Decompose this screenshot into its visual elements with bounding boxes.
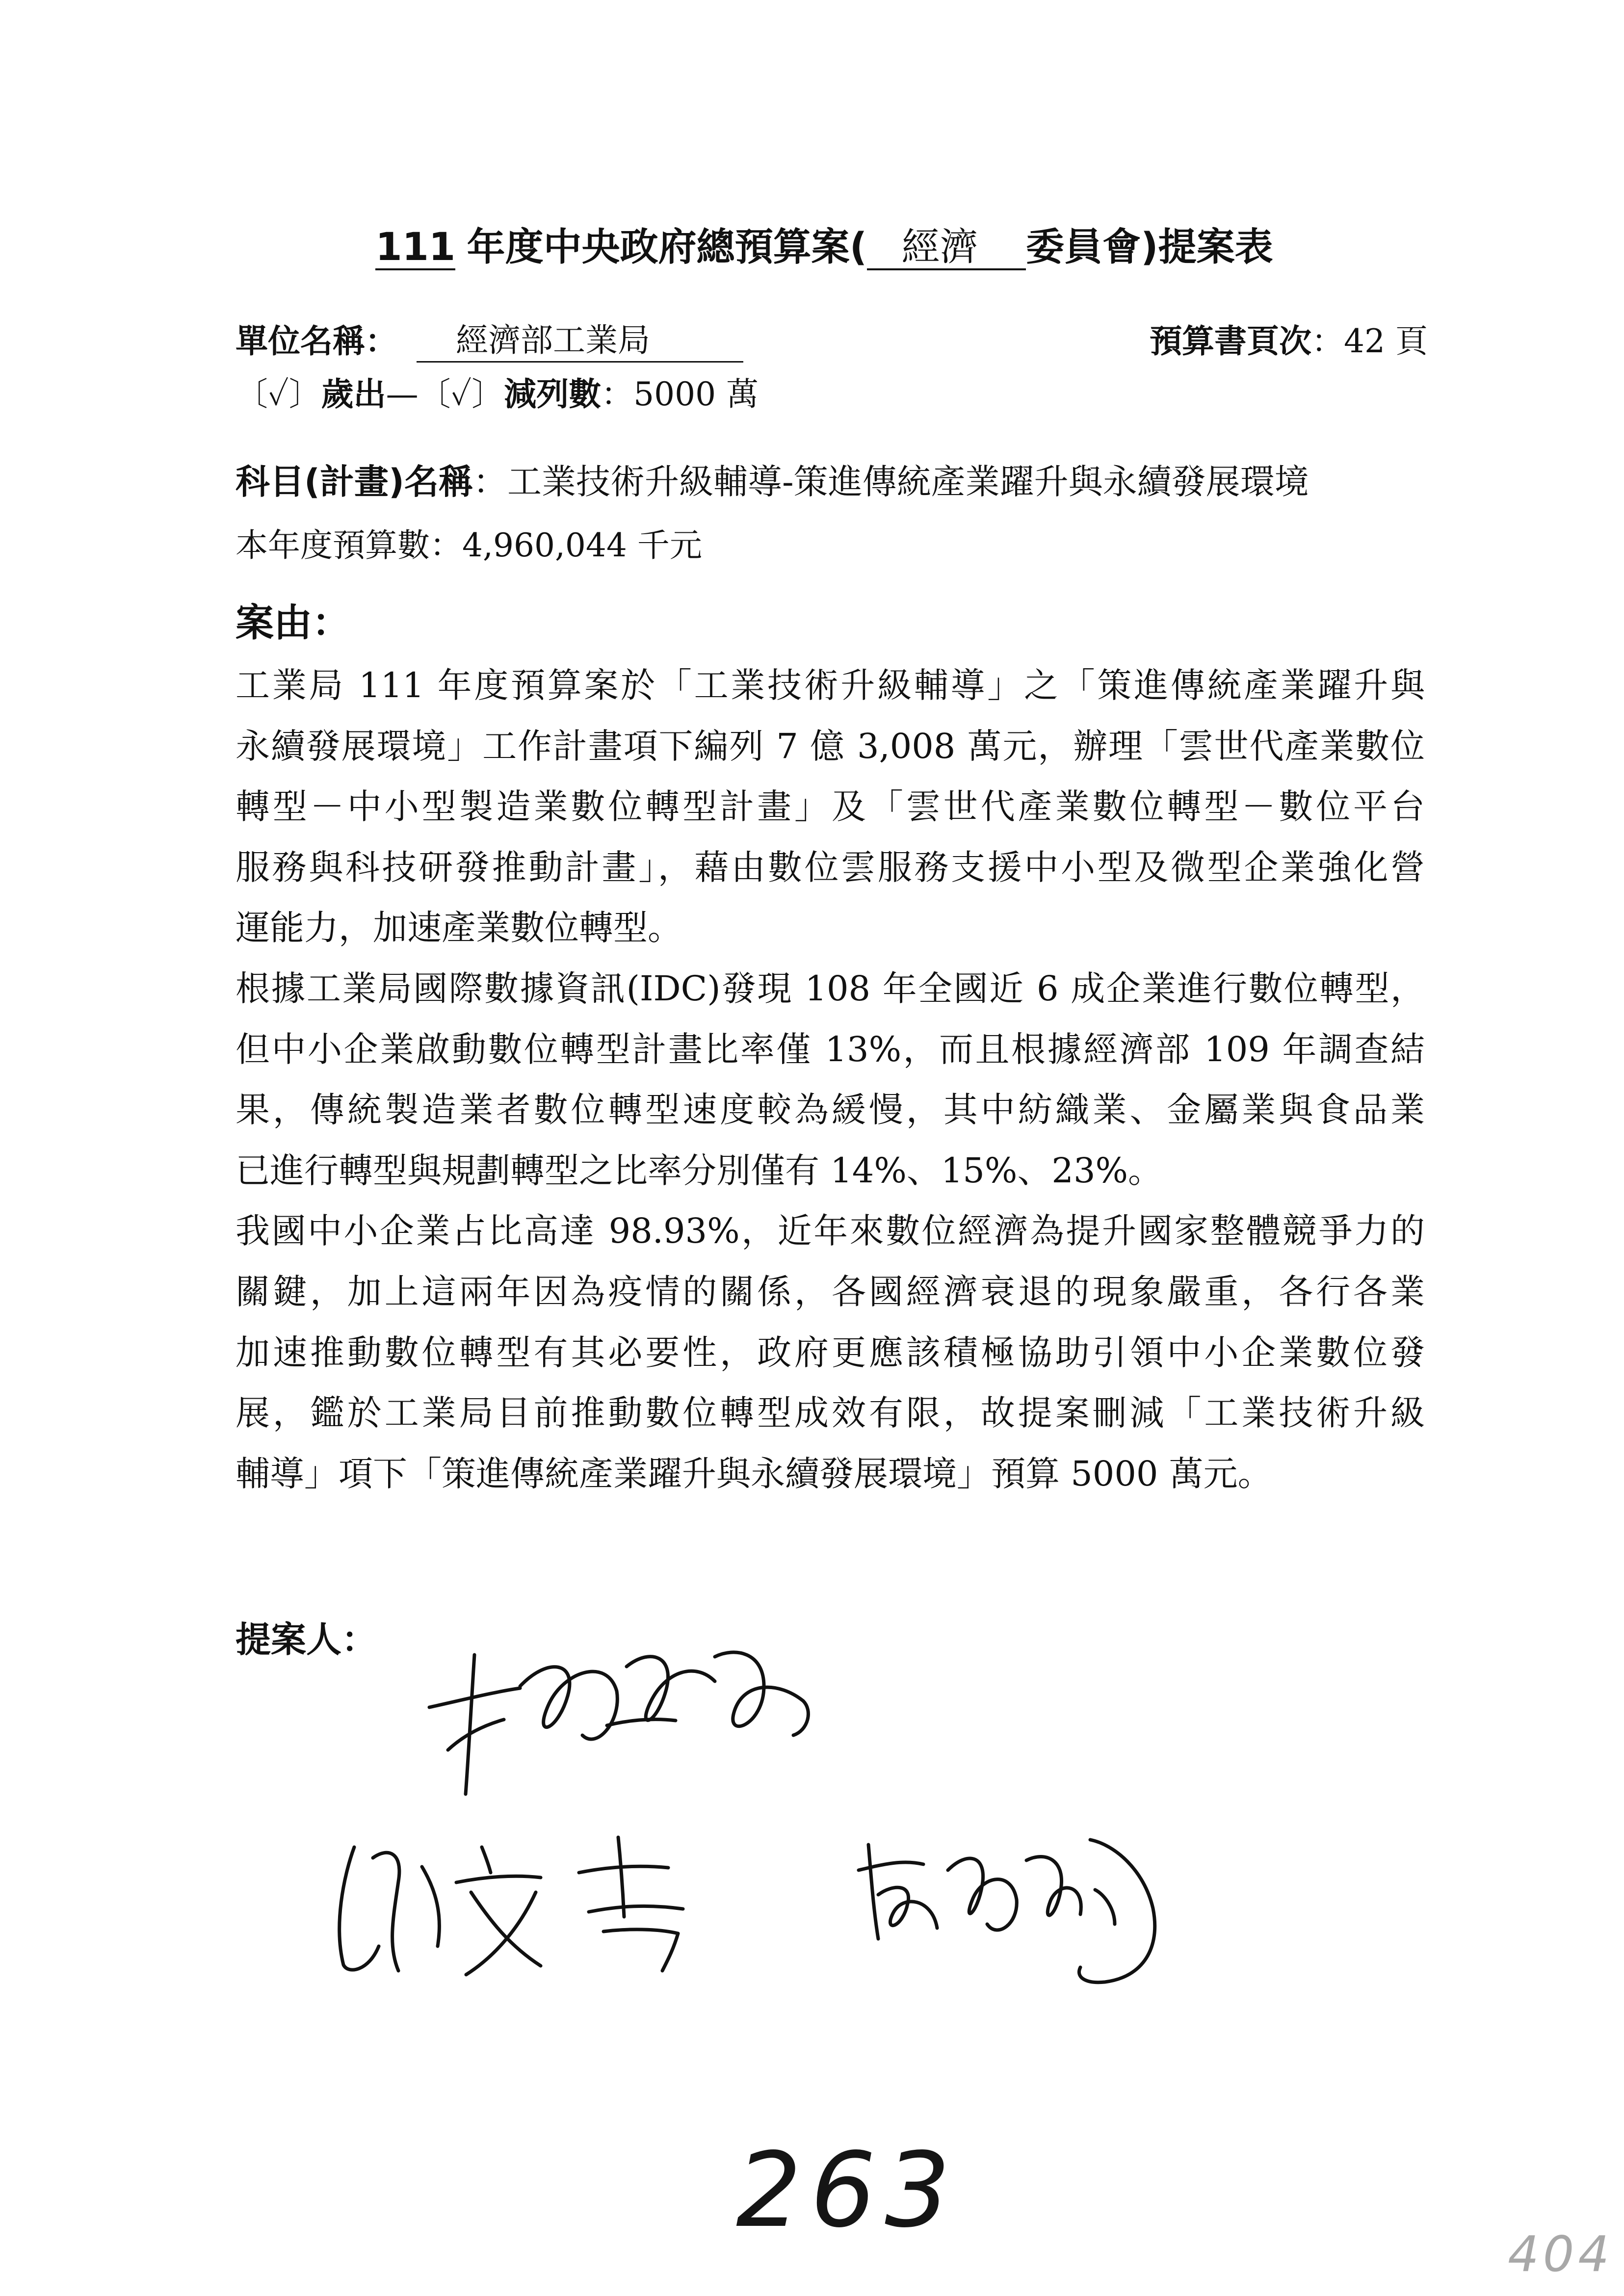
unit-name-value: 經濟部工業局 [417, 320, 743, 363]
reason-line: 加速推動數位轉型有其必要性，政府更應該積極協助引領中小企業數位發 [236, 1332, 1425, 1373]
reason-line: 根據工業局國際數據資訊(IDC)發現 108 年全國近 6 成企業進行數位轉型， [236, 968, 1425, 1009]
reason-line: 果，傳統製造業者數位轉型速度較為緩慢，其中紡織業、金屬業與食品業 [236, 1090, 1425, 1130]
reason-line: 工業局 111 年度預算案於「工業技術升級輔導」之「策進傳統產業躍升與 [236, 665, 1425, 705]
check-mark-icon: 〔✓〕 [418, 375, 504, 413]
reason-line: 展，鑑於工業局目前推動數位轉型成效有限，故提案刪減「工業技術升級 [236, 1393, 1425, 1434]
reason-line: 運能力，加速產業數位轉型。 [236, 908, 682, 948]
reason-line: 我國中小企業占比高達 98.93%，近年來數位經濟為提升國家整體競爭力的 [236, 1211, 1425, 1252]
reason-body [236, 655, 1425, 1504]
budget-book-page-label: 預算書頁次 [1150, 322, 1312, 360]
title-year: 111 [375, 225, 456, 269]
unit-name-label: 單位名稱： [236, 322, 397, 360]
reason-line: 轉型－中小型製造業數位轉型計畫」及「雲世代產業數位轉型－數位平台 [236, 786, 1425, 827]
signature-3 [839, 1810, 1163, 1987]
check-mark-icon: 〔✓〕 [236, 375, 321, 413]
reason-line: 已進行轉型與規劃轉型之比率分別僅有 14%、15%、23%。 [236, 1150, 1163, 1191]
reduction-amount-label: 減列數 [504, 375, 602, 413]
subject-row [236, 460, 1309, 504]
reason-heading: 案由： [236, 601, 351, 645]
title-committee: 經濟 [867, 228, 1026, 270]
signature-2 [324, 1818, 707, 1980]
expenditure-label: 歲出 [321, 375, 386, 413]
title-text-2: 委員會)提案表 [1025, 225, 1273, 269]
proposer-label: 提案人： [236, 1619, 377, 1660]
reduction-type-row [236, 373, 759, 416]
reason-line: 關鍵，加上這兩年因為疫情的關係，各國經濟衰退的現象嚴重，各行各業 [236, 1271, 1425, 1312]
dash-separator: — [386, 375, 419, 413]
reason-line: 但中小企業啟動數位轉型計畫比率僅 13%，而且根據經濟部 109 年調查結 [236, 1029, 1425, 1070]
budget-book-page-value: ：42 頁 [1311, 322, 1428, 360]
handwritten-page-number: 263 [736, 2130, 959, 2250]
reason-line: 服務與科技研發推動計畫」，藉由數位雲服務支援中小型及微型企業強化營 [236, 847, 1425, 887]
reason-line: 輔導」項下「策進傳統產業躍升與永續發展環境」預算 5000 萬元。 [236, 1453, 1272, 1494]
signature-1 [419, 1626, 817, 1803]
title-text-1: 年度中央政府總預算案( [467, 225, 867, 269]
handwritten-corner-number: 404 [1508, 2225, 1613, 2283]
subject-value: ：工業技術升級輔導-策進傳統產業躍升與永續發展環境 [472, 462, 1309, 502]
subject-label: 科目(計畫)名稱 [236, 462, 473, 502]
form-title [0, 222, 1624, 273]
budget-book-page [1150, 320, 1428, 363]
reason-line: 永續發展環境」工作計畫項下編列 7 億 3,008 萬元，辦理「雲世代產業數位 [236, 726, 1425, 766]
reduction-amount-value: ：5000 萬 [601, 375, 759, 413]
annual-budget: 本年度預算數：4,960,044 千元 [236, 526, 702, 564]
